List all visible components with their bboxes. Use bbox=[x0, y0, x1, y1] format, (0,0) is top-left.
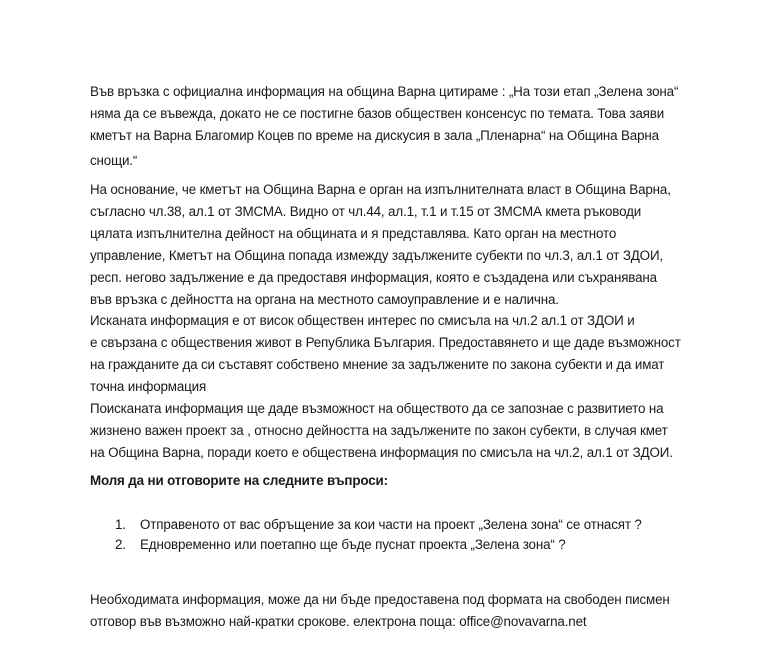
text-line: точна информация bbox=[90, 379, 207, 394]
text-line: Моля да ни отговорите на следните въпроси: bbox=[90, 473, 388, 488]
text-line: на гражданите да си съставят собствено мнение за задължените по закона субекти и да имат bbox=[90, 357, 665, 372]
text-line: респ. негово задължение е да предоставя информация, която е създадена или съхранявана bbox=[90, 270, 657, 285]
paragraph-contact bbox=[90, 589, 730, 633]
text-line: жизнено важен проект за , относно дейността на задължените по закон субекти, в случая кмет bbox=[90, 423, 668, 438]
text-line: Поисканата информация ще даде възможност на обществото да се запознае с развитието на bbox=[90, 401, 664, 416]
text-line: на Община Варна, поради което е обществена информация по смисъла на чл.2, ал.1 от ЗДОИ. bbox=[90, 445, 673, 460]
text-line: Необходимата информация, може да ни бъде предоставена под формата на свободен писмен bbox=[90, 592, 670, 607]
paragraph-quote-end bbox=[90, 150, 730, 172]
text-line: съгласно чл.38, ал.1 от ЗМСМА. Видно от чл.44, ал.1, т.1 и т.15 от ЗМСМА кмета ръководи bbox=[90, 204, 642, 219]
paragraph-requested-info bbox=[90, 398, 730, 464]
question-item bbox=[115, 535, 642, 555]
text-line: снощи.“ bbox=[90, 153, 138, 168]
question-item bbox=[115, 515, 642, 535]
paragraph-public-interest bbox=[90, 310, 730, 398]
text-line: няма да се въвежда, докато не се постигне базов обществен консенсус по темата. Това заяви bbox=[90, 106, 665, 121]
question-number: 1. bbox=[115, 517, 126, 532]
text-line: На основание, че кметът на Община Варна е орган на изпълнителната власт в Община Варна, bbox=[90, 182, 671, 197]
paragraph-legal-basis bbox=[90, 179, 730, 311]
questions-list bbox=[115, 515, 642, 555]
text-line: отговор във възможно най-кратки срокове. електрона поща: office@novavarna.net bbox=[90, 614, 587, 629]
text-line: управление, Кметът на Община попада измежду задължените субекти по чл.3, ал.1 от ЗДОИ, bbox=[90, 248, 663, 263]
text-line: Във връзка с официална информация на община Варна цитираме : „На този етап „Зелена зона“ bbox=[90, 84, 679, 99]
questions-heading bbox=[90, 470, 730, 492]
text-line: кметът на Варна Благомир Коцев по време на дискусия в зала „Пленарна“ на Община Варна bbox=[90, 128, 659, 143]
text-line: Исканата информация е от висок обществен интерес по смисъла на чл.2 ал.1 от ЗДОИ и bbox=[90, 313, 635, 328]
text-line: цялата изпълнителна дейност на общината и я представлява. Като орган на местното bbox=[90, 226, 617, 241]
text-line: е свързана с обществения живот в Република България. Предоставянето и ще даде възможност bbox=[90, 335, 681, 350]
text-line: във връзка с дейността на органа на местното самоуправление и е налична. bbox=[90, 292, 559, 307]
question-text: Едновременно или поетапно ще бъде пуснат проекта „Зелена зона“ ? bbox=[140, 537, 566, 552]
question-number: 2. bbox=[115, 537, 126, 552]
paragraph-quote bbox=[90, 81, 730, 147]
question-text: Отправеното от вас обръщение за кои части на проект „Зелена зона“ се отнасят ? bbox=[140, 517, 642, 532]
